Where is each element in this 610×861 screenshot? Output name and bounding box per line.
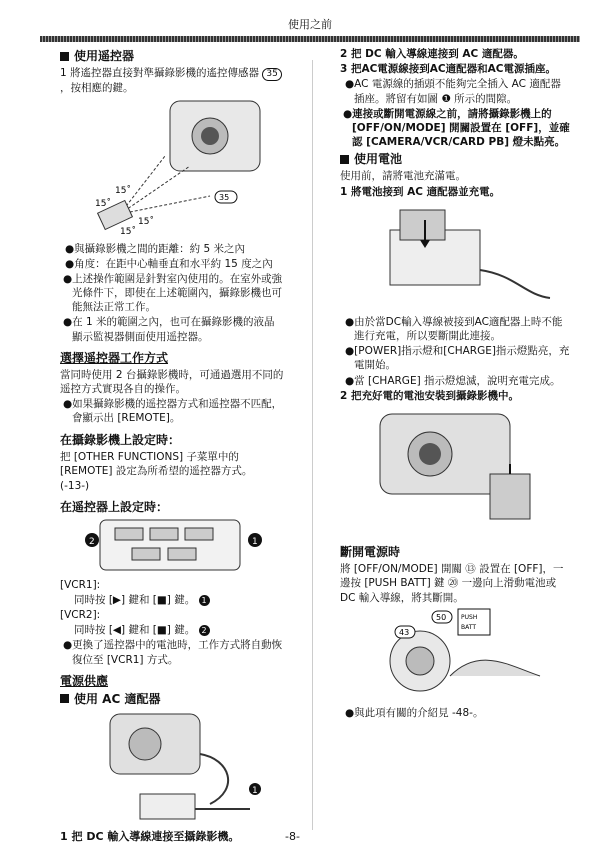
battery-step2: 2 把充好電的電池安裝到攝錄影機中。 — [340, 389, 519, 402]
page-header: 使用之前 — [288, 18, 332, 31]
step-number: 2 — [199, 625, 210, 636]
fig-number: 1 — [252, 786, 258, 797]
column-divider — [312, 60, 313, 830]
ac-step3-warning: ●連接或斷開電源線之前，請將攝錄影機上的 [OFF/ON/MODE] 開關設置在 [OFF]，並確認 [CAMERA/VCR/CARD PB] 燈未點亮。 — [343, 107, 570, 149]
camera-battery-illustration — [340, 404, 570, 534]
step-number: 1 — [199, 595, 210, 606]
battery-charge-illustration — [340, 200, 570, 310]
ac-adapter-illustration — [60, 709, 285, 829]
mode-bullet: ●如果攝錄影機的遥控器方式和遥控器不匹配，會顯示出 [REMOTE]。 — [63, 398, 283, 425]
battery-bullet: ●由於當DC輸入導線被接到AC適配器上時不能進行充電，所以要斷開此連接。 — [345, 315, 563, 343]
camera-setting-title: 在攝錄影機上設定時： — [60, 432, 181, 447]
remote-step1: 1 將遙控器直接對準攝錄影機的遙控傳感器 35，按相應的鍵。 — [60, 66, 285, 95]
ac-step3: 3 把AC電源線接到AC適配器和AC電源插座。 — [340, 63, 556, 76]
angle-label: 15˚ — [115, 186, 131, 197]
svg-text:1: 1 — [252, 536, 258, 547]
angle-label: 15˚ — [138, 217, 154, 228]
ac-step2: 2 把 DC 輸入導線連接到 AC 適配器。 — [340, 48, 524, 60]
square-icon — [340, 155, 349, 164]
mode-text: 當同時使用 2 台攝錄影機時，可通過選用不同的遥控方式實現各自的操作。 — [60, 368, 284, 396]
remote-range-illustration — [60, 96, 285, 236]
battery-intro: 使用前，請將電池充滿電。 — [340, 170, 466, 183]
fig-tag: 50 — [436, 612, 447, 622]
square-icon — [60, 52, 69, 61]
battery-section-title: 使用電池 — [340, 151, 570, 167]
power-off-text: 將 [OFF/ON/MODE] 開關 ⑬ 設置在 [OFF]，一邊按 [PUSH BATT] 鍵 ⑳ 一邊向上滑動電池或 DC 輸入導線，將其斷開。 — [340, 563, 564, 604]
ref-tag: 35 — [262, 68, 281, 81]
ac-step3-bullet: ●AC 電源線的插頭不能夠完全插入 AC 適配器插座。將留有如圖 ❶ 所示的間隙。 — [345, 78, 561, 105]
battery-bullet: ●當 [CHARGE] 指示燈熄滅，說明充電完成。 — [345, 374, 561, 387]
range-bullet: ●與攝錄影機之間的距離：約 5 米之內 — [65, 242, 246, 255]
battery-bullet: ●更換了遥控器中的電池時，工作方式將自動恢復位至 [VCR1] 方式。 — [63, 639, 283, 666]
remote-buttons-illustration — [60, 518, 285, 573]
square-icon — [60, 694, 69, 703]
battery-bullet: ●[POWER]指示燈和[CHARGE]指示燈點亮，充電開始。 — [345, 345, 570, 372]
remote-section-title: 使用遥控器 — [60, 48, 285, 64]
note-bullet: ●在 1 米的範圍之內，也可在攝錄影機的液晶顯示監視器側面使用遥控器。 — [63, 316, 275, 343]
power-off-title: 斷開電源時 — [340, 545, 401, 560]
vcr1-label: [VCR1]: — [60, 578, 101, 591]
remote-setting-title: 在遥控器上設定時： — [60, 500, 169, 515]
note-bullet: ●上述操作範圍是針對室內使用的。在室外或強光條件下，即使在上述範圍內，攝錄影機也可能無法正常工作。 — [63, 272, 283, 314]
reference-text: ●與此項有關的介紹見 -48-。 — [345, 706, 484, 719]
page-number: -8- — [285, 830, 300, 843]
range-bullet: ●角度：在距中心軸垂直和水平約 15 度之內 — [65, 257, 273, 270]
mode-title: 選擇遥控器工作方式 — [60, 350, 169, 365]
battery-step1: 1 將電池接到 AC 適配器並充電。 — [340, 185, 501, 198]
fig-tag: 35 — [219, 193, 230, 203]
ac-section-title: 使用 AC 適配器 — [60, 691, 285, 707]
vcr2-text: 同時按 [◀] 鍵和 [■] 鍵。 2 — [60, 623, 285, 637]
angle-label: 15˚ — [95, 199, 111, 210]
svg-text:2: 2 — [89, 536, 95, 547]
angle-label: 15˚ — [120, 227, 136, 237]
power-switch-illustration — [340, 606, 570, 701]
vcr1-text: 同時按 [▶] 鍵和 [■] 鍵。 1 — [60, 593, 285, 607]
fig-label: BATT — [461, 623, 476, 631]
right-column — [340, 46, 570, 721]
fig-label: PUSH — [461, 613, 478, 621]
vcr2-label: [VCR2]: — [60, 609, 101, 622]
footer-step: 1 把 DC 輸入導線連接至攝錄影機。 — [60, 830, 240, 843]
left-column — [60, 46, 285, 833]
header-bar — [40, 36, 580, 42]
camera-setting-text: 把 [OTHER FUNCTIONS] 子菜單中的 [REMOTE] 設定為所希望的遥控器方式。 — [60, 450, 253, 477]
camera-setting-ref: (-13-) — [60, 480, 90, 493]
power-title: 電源供應 — [60, 673, 109, 688]
fig-tag: 43 — [399, 627, 410, 637]
